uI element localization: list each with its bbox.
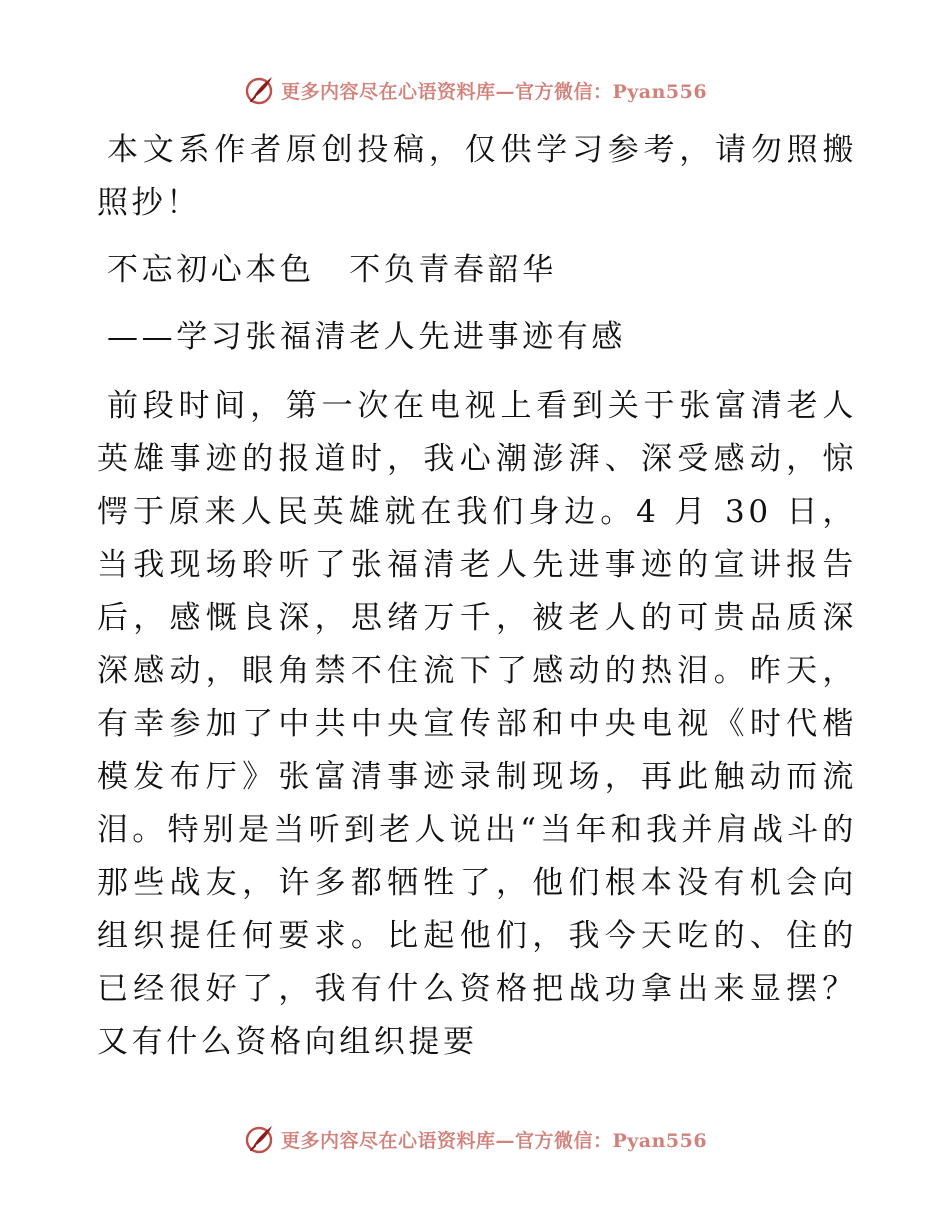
- quill-pen-logo-icon: [243, 1123, 275, 1155]
- watermark-text: 更多内容尽在心语资料库—官方微信：Pyan556: [280, 80, 708, 103]
- footer-watermark-banner: [0, 1121, 950, 1157]
- document-subtitle: ——学习张福清老人先进事迹有感: [107, 319, 626, 355]
- header-watermark-banner: [0, 72, 950, 108]
- watermark-text: 更多内容尽在心语资料库—官方微信：Pyan556: [280, 1129, 708, 1152]
- document-body: [97, 124, 857, 1069]
- body-paragraph: 前段时间，第一次在电视上看到关于张富清老人英雄事迹的报道时，我心潮澎湃、深受感动，惊愕于原来人民英雄就在我们身边。4 月 30 日，当我现场聆听了张福清老人先进事迹的宣讲报告后，感慨良深，思绪万千，被老人的可贵品质深深感动，眼角禁不住流下了感动的热泪。昨天，有幸参加了中共中央宣传部和中央电视《时代楷模发布厅》张富清事迹录制现场，再此触动而流泪。特别是当听到老人说出“当年和我并肩战斗的那些战友，许多都牺牲了，他们根本没有机会向组织提任何要求。比起他们，我今天吃的、住的已经很好了，我有什么资格把战功拿出来显摆？又有什么资格向组织提要: [97, 388, 857, 1060]
- document-title: 不忘初心本色 不负青春韶华: [107, 252, 557, 288]
- quill-pen-logo-icon: [243, 74, 275, 106]
- copyright-notice: 本文系作者原创投稿，仅供学习参考，请勿照搬照抄！: [97, 132, 857, 221]
